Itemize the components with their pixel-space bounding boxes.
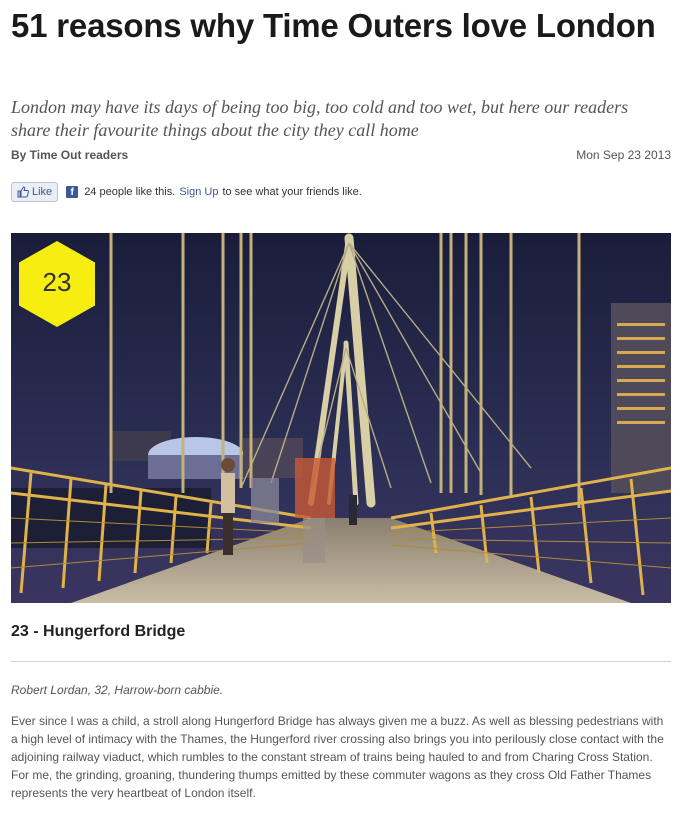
reader-credit: Robert Lordan, 32, Harrow-born cabbie. — [11, 683, 224, 697]
like-label: Like — [32, 186, 53, 198]
like-count: 24 people like this. — [84, 186, 176, 198]
article-standfirst: London may have its days of being too big, too cold and too wet, but here our readers share their favourite things about the city they call home — [11, 97, 629, 140]
bridge-illustration — [11, 233, 671, 603]
item-title: 23 - Hungerford Bridge — [11, 623, 186, 640]
thumbs-up-icon — [17, 186, 29, 198]
publish-date: Mon Sep 23 2013 — [576, 148, 671, 162]
signup-suffix: to see what your friends like. — [222, 186, 362, 198]
byline-row — [11, 148, 671, 164]
facebook-icon: f — [66, 186, 78, 198]
divider — [11, 661, 671, 662]
item-body: Ever since I was a child, a stroll along Hungerford Bridge has always given me a buzz. As well as blessing pedestrians with a high level of intimacy with the Thames, the Hungerford river crossing also brings you into perilously close contact with the adjoining railway viaduct, which rumbles to the constant stream of trains being hauled to and from Charing Cross Station. For me, the grinding, groaning, thundering thumps emitted by these commuter wagons as they cross Old Father Thames represents the very heartbeat of London itself. — [11, 714, 664, 800]
facebook-like-bar — [11, 180, 511, 204]
signup-link[interactable]: Sign Up — [179, 186, 219, 198]
rank-number: 23 — [42, 267, 72, 297]
facebook-like-button[interactable] — [11, 182, 58, 202]
byline[interactable]: By Time Out readers — [11, 148, 129, 162]
article-title: 51 reasons why Time Outers love London — [11, 7, 656, 44]
hungerford-bridge-photo — [11, 233, 671, 603]
